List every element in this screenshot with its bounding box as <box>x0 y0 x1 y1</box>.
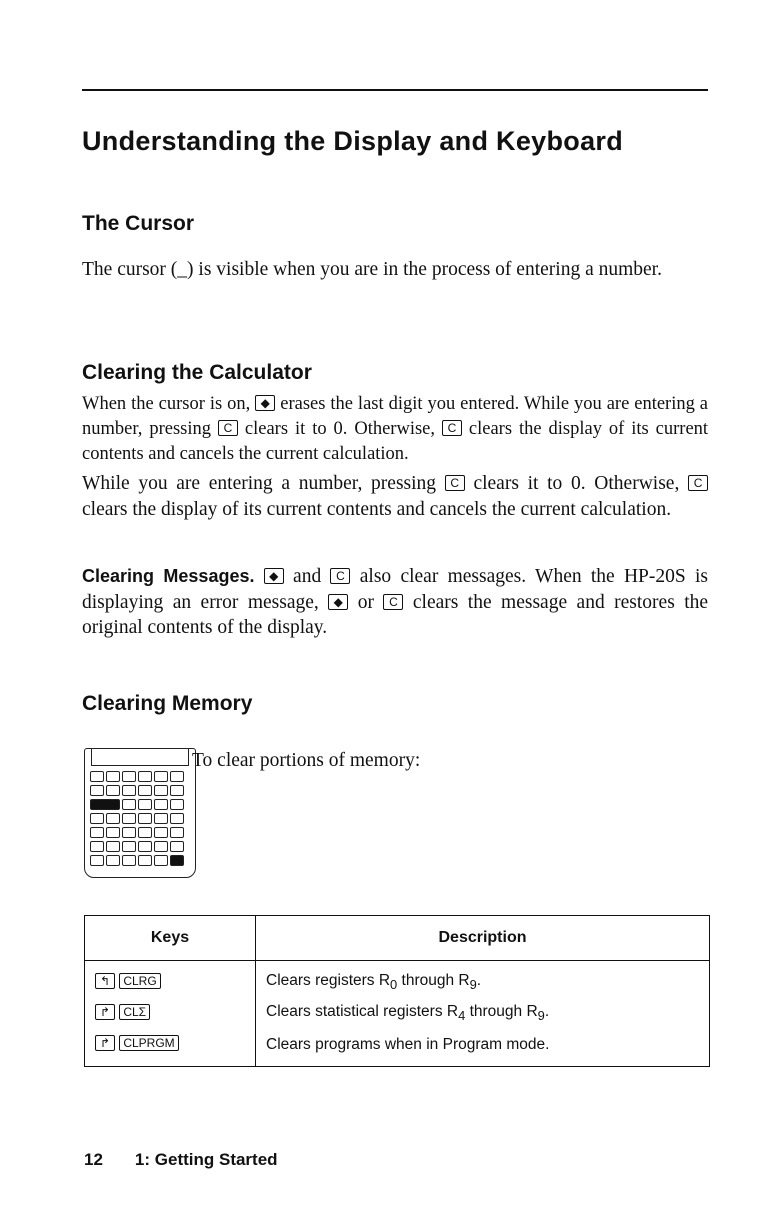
run-in-heading: Clearing Messages. <box>82 566 255 586</box>
clear-key-icon: C <box>688 475 708 491</box>
heading-clearing-calculator: Clearing the Calculator <box>82 361 312 384</box>
key-clrg: CLRG <box>119 973 160 989</box>
backspace-key-icon: ◆ <box>328 594 348 610</box>
paragraph-clearing-1: When the cursor is on, ◆ erases the last digit you entered. While you are entering a number, pressing C clears it to 0. Otherwise, C clears the display of its current contents and cancels the current calculation. <box>82 394 709 464</box>
clear-key-icon: C <box>445 475 465 491</box>
clear-key-icon: C <box>442 420 462 436</box>
heading-cursor: The Cursor <box>82 212 195 235</box>
backspace-key-icon: ◆ <box>264 568 284 584</box>
calculator-icon <box>84 748 196 878</box>
chapter-title: 1: Getting Started <box>134 1150 278 1169</box>
table-row: ↱ CLΣ Clears statistical registers $R_4$ through $R_9$. <box>85 998 710 1029</box>
top-rule <box>82 89 708 91</box>
clear-key-icon: C <box>330 568 350 584</box>
paragraph-clearing-2: While you are entering a number, pressing C clears it to 0. Otherwise, C clears the display of its current contents and cancels the current calculation. <box>82 471 708 522</box>
clear-key-icon: C <box>218 420 238 436</box>
key-clprgm: CLPRGM <box>119 1035 178 1051</box>
right-shift-key-icon: ↱ <box>95 1004 115 1020</box>
column-header-keys: Keys <box>85 916 256 961</box>
clear-key-icon: C <box>383 594 403 610</box>
backspace-key-icon: ◆ <box>255 395 275 411</box>
page-footer <box>84 1150 278 1170</box>
paragraph-cursor: The cursor (_) is visible when you are in the process of entering a number. <box>82 259 662 280</box>
clear-memory-table <box>84 915 710 1067</box>
heading-clearing-memory: Clearing Memory <box>82 692 253 715</box>
paragraph-clearing-messages: Clearing Messages. ◆ and C also clear messages. When the HP-20S is displaying an error message, ◆ or C clears the message and restores the original contents of the display. <box>82 566 709 638</box>
page-title: Understanding the Display and Keyboard <box>82 126 623 156</box>
page-number: 12 <box>84 1150 103 1169</box>
table-row: ↰ CLRG Clears registers $R_0$ through $R_9$. <box>85 961 710 999</box>
column-header-description: Description <box>256 916 710 961</box>
right-shift-key-icon: ↱ <box>95 1035 115 1051</box>
cursor-glyph: _ <box>177 259 188 280</box>
memory-intro: To clear portions of memory: <box>192 750 421 771</box>
table-row: ↱ CLPRGM Clears programs when in Program mode. <box>85 1029 710 1067</box>
left-shift-key-icon: ↰ <box>95 973 115 989</box>
key-cl-sigma: CLΣ <box>119 1004 150 1020</box>
